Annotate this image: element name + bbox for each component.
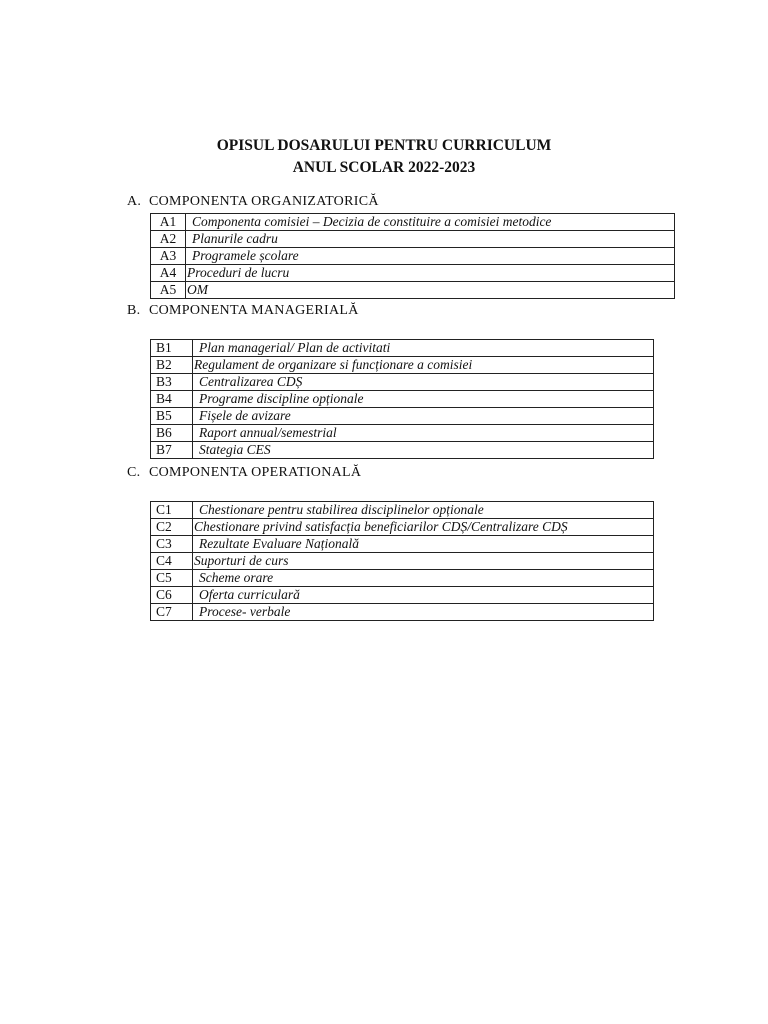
table-row — [151, 553, 654, 570]
row-code: A5 — [151, 282, 186, 299]
table-row — [151, 604, 654, 621]
table-row — [151, 570, 654, 587]
row-description: Scheme orare — [193, 570, 654, 587]
row-code: C1 — [151, 502, 193, 519]
row-code: C3 — [151, 536, 193, 553]
table-row — [151, 231, 675, 248]
table-row — [151, 587, 654, 604]
row-code: C5 — [151, 570, 193, 587]
table-row — [151, 519, 654, 536]
row-code: A4 — [151, 265, 186, 282]
table-row — [151, 391, 654, 408]
row-description: Componenta comisiei – Decizia de constituire a comisiei metodice — [186, 214, 675, 231]
table-row — [151, 425, 654, 442]
row-description: Raport annual/semestrial — [193, 425, 654, 442]
table-manageriala — [150, 339, 654, 459]
section-title: COMPONENTA MANAGERIALĂ — [149, 303, 359, 318]
table-row — [151, 408, 654, 425]
row-code: B2 — [151, 357, 193, 374]
table-row — [151, 340, 654, 357]
document-subtitle: ANUL SCOLAR 2022-2023 — [292, 159, 476, 176]
row-description: Centralizarea CDȘ — [193, 374, 654, 391]
row-description: Programele școlare — [186, 248, 675, 265]
row-description: Chestionare privind satisfacția beneficiarilor CDȘ/Centralizare CDȘ — [193, 519, 654, 536]
table-row — [151, 357, 654, 374]
row-description: Stategia CES — [193, 442, 654, 459]
section-letter: B. — [127, 303, 141, 318]
table-row — [151, 374, 654, 391]
row-code: B4 — [151, 391, 193, 408]
section-heading-a — [127, 194, 379, 210]
section-title: COMPONENTA ORGANIZATORICĂ — [149, 194, 379, 209]
table-row — [151, 282, 675, 299]
section-heading-c — [127, 465, 361, 481]
table-row — [151, 502, 654, 519]
row-description: Rezultate Evaluare Națională — [193, 536, 654, 553]
row-code: C7 — [151, 604, 193, 621]
table-row — [151, 248, 675, 265]
row-description: Planurile cadru — [186, 231, 675, 248]
document-title: OPISUL DOSARULUI PENTRU CURRICULUM — [216, 137, 552, 154]
row-description: OM — [186, 282, 675, 299]
row-code: B3 — [151, 374, 193, 391]
row-code: C4 — [151, 553, 193, 570]
row-description: Fișele de avizare — [193, 408, 654, 425]
row-code: A2 — [151, 231, 186, 248]
row-code: A3 — [151, 248, 186, 265]
row-description: Programe discipline opționale — [193, 391, 654, 408]
row-description: Oferta curriculară — [193, 587, 654, 604]
row-description: Procese- verbale — [193, 604, 654, 621]
table-organizatorica — [150, 213, 675, 299]
row-description: Chestionare pentru stabilirea disciplinelor opționale — [193, 502, 654, 519]
section-letter: C. — [127, 465, 141, 480]
row-description: Plan managerial/ Plan de activitati — [193, 340, 654, 357]
section-letter: A. — [127, 194, 142, 209]
row-description: Suporturi de curs — [193, 553, 654, 570]
table-row — [151, 536, 654, 553]
row-code: A1 — [151, 214, 186, 231]
table-row — [151, 214, 675, 231]
row-code: C2 — [151, 519, 193, 536]
row-code: B7 — [151, 442, 193, 459]
row-code: B6 — [151, 425, 193, 442]
section-title: COMPONENTA OPERATIONALĂ — [149, 465, 362, 480]
table-row — [151, 442, 654, 459]
section-heading-b — [127, 303, 359, 319]
table-operationala — [150, 501, 654, 621]
row-code: B5 — [151, 408, 193, 425]
row-description: Regulament de organizare si funcționare a comisiei — [193, 357, 654, 374]
table-row — [151, 265, 675, 282]
row-code: B1 — [151, 340, 193, 357]
row-description: Proceduri de lucru — [186, 265, 675, 282]
row-code: C6 — [151, 587, 193, 604]
